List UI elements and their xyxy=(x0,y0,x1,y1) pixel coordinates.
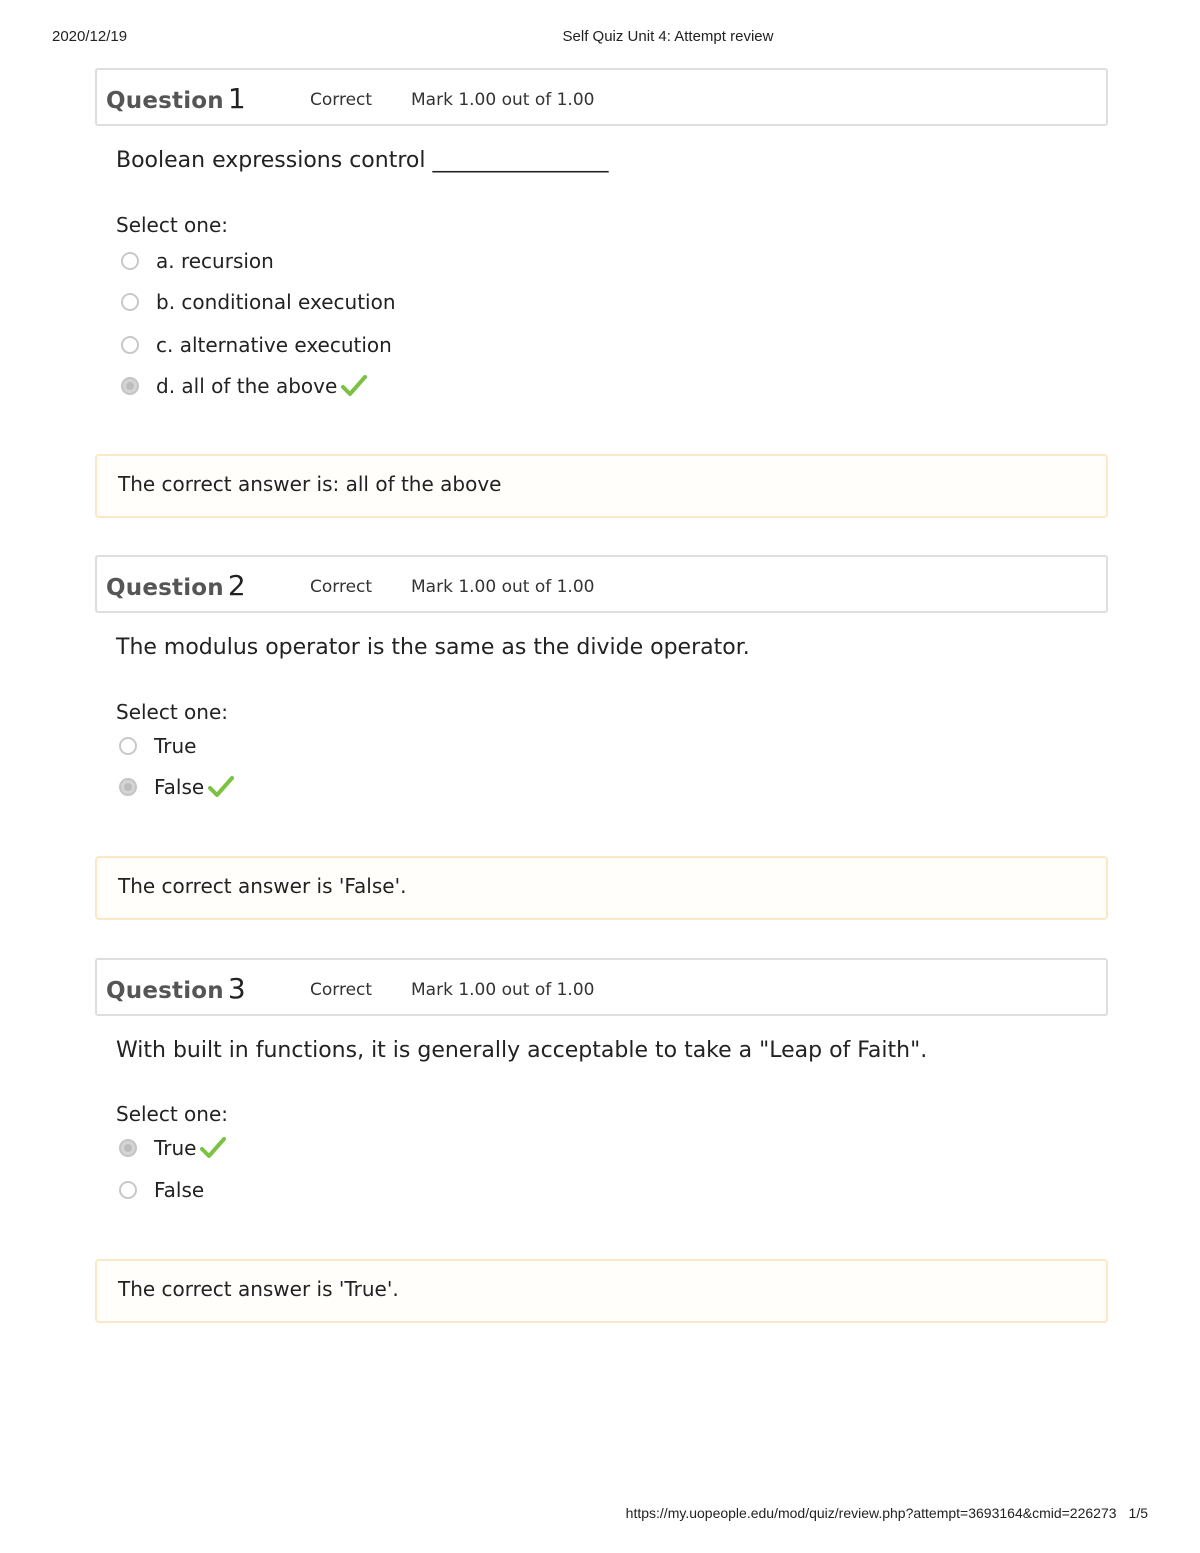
check-icon xyxy=(208,774,234,800)
question-grade: Mark 1.00 out of 1.00 xyxy=(411,90,595,110)
print-date: 2020/12/19 xyxy=(52,28,128,45)
answer-option-false[interactable] xyxy=(119,772,234,802)
radio-button[interactable] xyxy=(119,737,137,755)
option-label: False xyxy=(154,1178,205,1202)
answer-option-b[interactable] xyxy=(121,287,396,317)
correct-answer-text: The correct answer is 'True'. xyxy=(118,1277,399,1301)
correct-answer-text: The correct answer is 'False'. xyxy=(118,874,407,898)
option-label: a. recursion xyxy=(156,249,274,273)
answer-option-true[interactable] xyxy=(119,731,196,761)
question-text: Boolean expressions control ________________ xyxy=(116,148,609,173)
question-3 xyxy=(95,958,1108,1325)
pdf-footer xyxy=(626,1505,1148,1521)
page-count: 1/5 xyxy=(1128,1505,1148,1521)
question-state: Correct xyxy=(310,90,373,110)
question-text: With built in functions, it is generally acceptable to take a "Leap of Faith". xyxy=(116,1038,928,1063)
answer-option-false[interactable] xyxy=(119,1175,204,1205)
question-grade: Mark 1.00 out of 1.00 xyxy=(411,577,595,597)
question-info-box xyxy=(95,958,1108,1016)
option-label: c. alternative execution xyxy=(156,333,392,357)
feedback-box xyxy=(95,1259,1108,1323)
answer-option-c[interactable] xyxy=(121,330,392,360)
question-number: 3 xyxy=(227,972,246,1005)
answer-option-d[interactable] xyxy=(121,371,367,401)
option-label: True xyxy=(154,1136,197,1160)
feedback-box xyxy=(95,454,1108,518)
radio-button-selected[interactable] xyxy=(119,778,137,796)
pdf-header xyxy=(0,28,1200,50)
question-number: 2 xyxy=(227,569,246,602)
radio-button[interactable] xyxy=(121,252,139,270)
check-icon xyxy=(200,1135,226,1161)
radio-button[interactable] xyxy=(121,293,139,311)
question-info-box xyxy=(95,68,1108,126)
question-state: Correct xyxy=(310,980,373,1000)
question-state: Correct xyxy=(310,577,373,597)
option-label: True xyxy=(154,734,197,758)
question-info-box xyxy=(95,555,1108,613)
option-label: False xyxy=(154,775,205,799)
radio-button[interactable] xyxy=(121,336,139,354)
question-text: The modulus operator is the same as the divide operator. xyxy=(116,635,750,660)
answer-option-a[interactable] xyxy=(121,246,274,276)
check-icon xyxy=(341,373,367,399)
option-label: b. conditional execution xyxy=(156,290,396,314)
select-one-prompt: Select one: xyxy=(116,213,229,237)
select-one-prompt: Select one: xyxy=(116,700,229,724)
question-2 xyxy=(95,555,1108,922)
print-url: https://my.uopeople.edu/mod/quiz/review.php?attempt=3693164&cmid=226273 xyxy=(625,1505,1117,1521)
question-label: Question 3 xyxy=(106,972,246,1005)
option-label: d. all of the above xyxy=(156,374,338,398)
question-1 xyxy=(95,68,1108,520)
radio-button[interactable] xyxy=(119,1181,137,1199)
question-number: 1 xyxy=(227,82,246,115)
print-page-title: Self Quiz Unit 4: Attempt review xyxy=(562,28,774,45)
select-one-prompt: Select one: xyxy=(116,1102,229,1126)
question-label: Question 2 xyxy=(106,569,246,602)
question-label: Question 1 xyxy=(106,82,246,115)
feedback-box xyxy=(95,856,1108,920)
correct-answer-text: The correct answer is: all of the above xyxy=(118,472,502,496)
radio-button-selected[interactable] xyxy=(119,1139,137,1157)
question-grade: Mark 1.00 out of 1.00 xyxy=(411,980,595,1000)
answer-option-true[interactable] xyxy=(119,1133,226,1163)
radio-button-selected[interactable] xyxy=(121,377,139,395)
